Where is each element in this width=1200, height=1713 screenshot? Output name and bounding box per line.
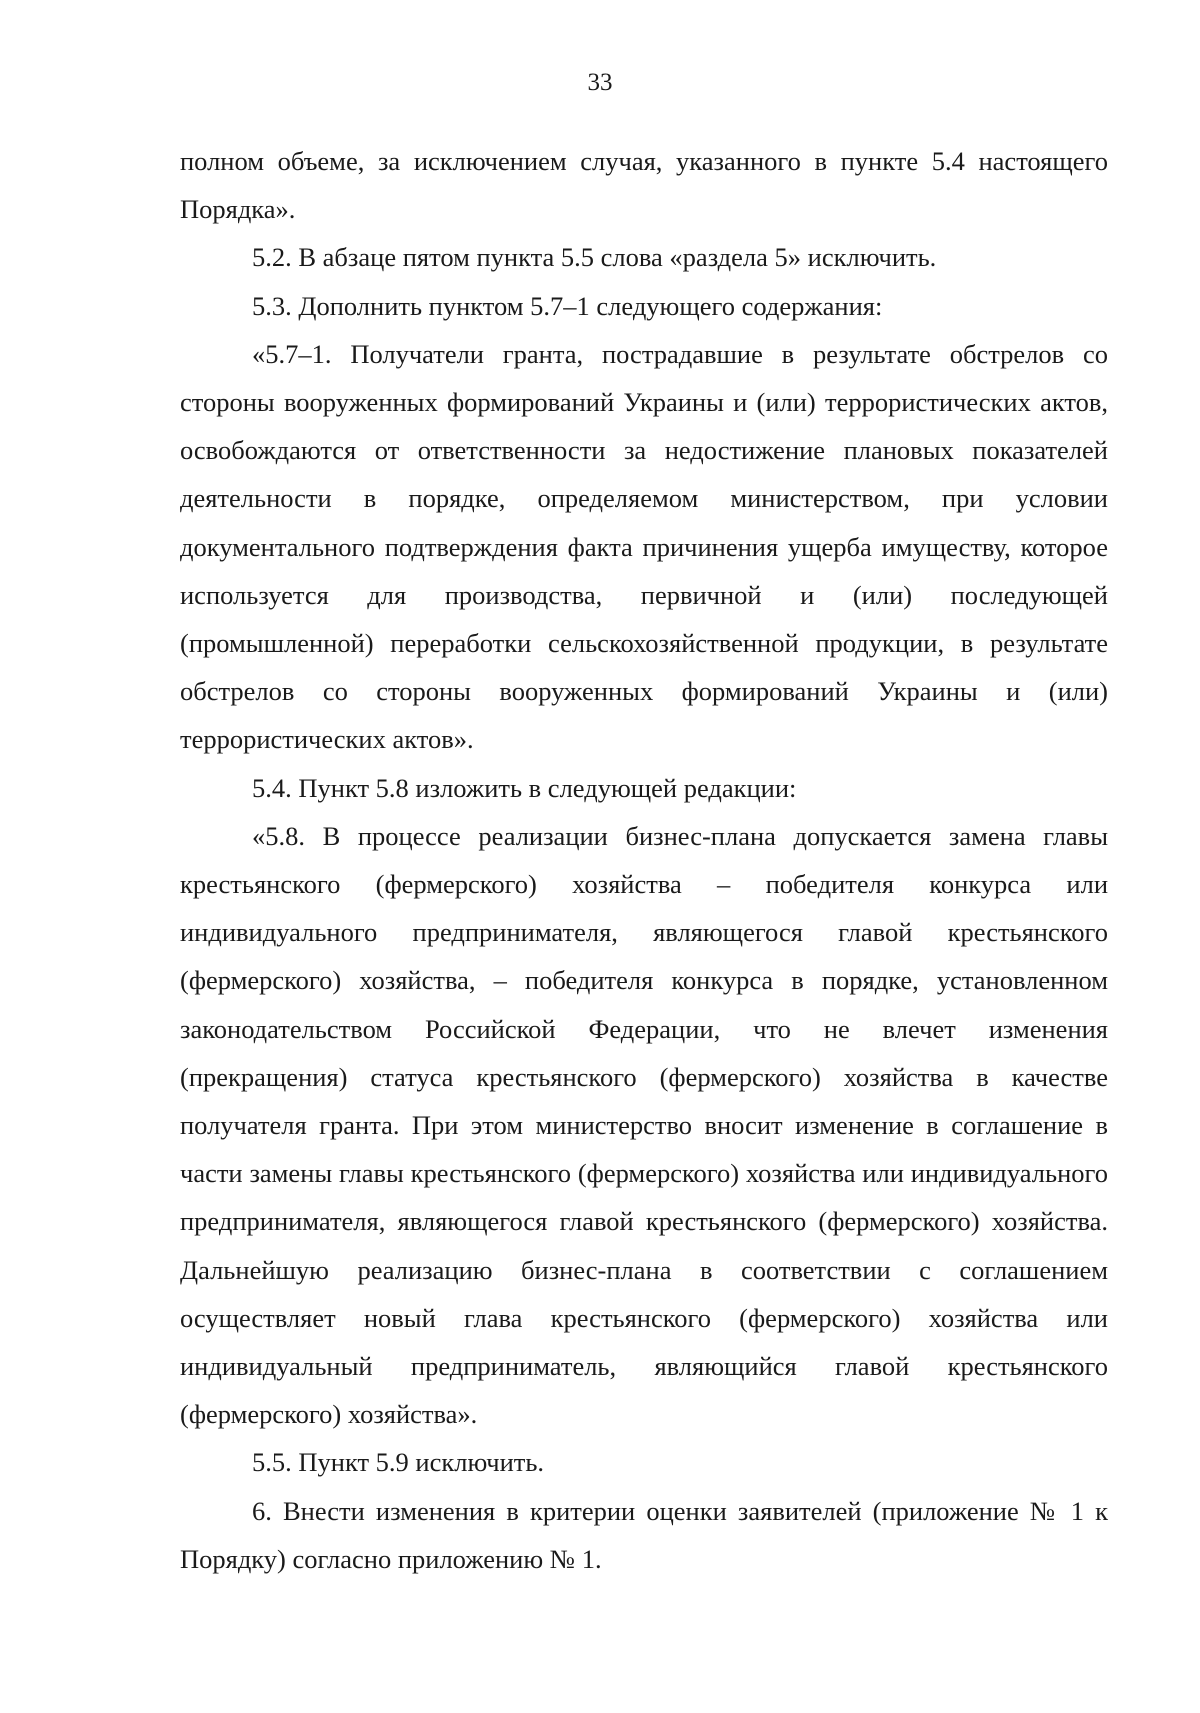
paragraph-5-2: 5.2. В абзаце пятом пункта 5.5 слова «раздела 5» исключить. [252,242,937,273]
paragraph-5-3: 5.3. Дополнить пунктом 5.7–1 следующего содержания: [252,290,883,321]
page-number: 33 [587,69,613,96]
paragraph-6: 6. Внести изменения в критерии оценки заявителей (приложение № 1 к Порядку) согласно приложению № 1. [180,1495,1108,1574]
paragraph-5-8-text: «5.8. В процессе реализации бизнес-плана допускается замена главы крестьянского (фермерского) хозяйства – победителя конкурса или индивидуального предпринимателя, являющегося главой крестьянского (фермерского) хозяйства, – победителя конкурса в порядке, установленном законодательством Российской Федерации, что не влечет изменения (прекращения) статуса крестьянского (фермерского) хозяйства в качестве получателя гранта. При этом министерство вносит изменение в соглашение в части замены главы крестьянского (фермерского) хозяйства или индивидуального предпринимателя, являющегося главой крестьянского (фермерского) хозяйства. Дальнейшую реализацию бизнес-плана в соответствии с соглашением осуществляет новый глава крестьянского (фермерского) хозяйства или индивидуальный предприниматель, являющийся главой крестьянского (фермерского) хозяйства». [180,820,1108,1430]
paragraph-continuation: полном объеме, за исключением случая, указанного в пункте 5.4 настоящего Порядка». [180,146,1108,225]
paragraph-5-7-1-text: «5.7–1. Получатели гранта, пострадавшие в результате обстрелов со стороны вооруженных формирований Украины и (или) террористических актов, освобождаются от ответственности за недостижение плановых показателей деятельности в порядке, определяемом министерством, при условии документального подтверждения факта причинения ущерба имуществу, которое используется для производства, первичной и (или) последующей (промышленной) переработки сельскохозяйственной продукции, в результате обстрелов со стороны вооруженных формирований Украины и (или) террористических актов». [180,338,1108,755]
paragraph-5-5: 5.5. Пункт 5.9 исключить. [252,1447,545,1478]
document-body [180,137,1108,1583]
paragraph-5-4: 5.4. Пункт 5.8 изложить в следующей редакции: [252,772,797,803]
